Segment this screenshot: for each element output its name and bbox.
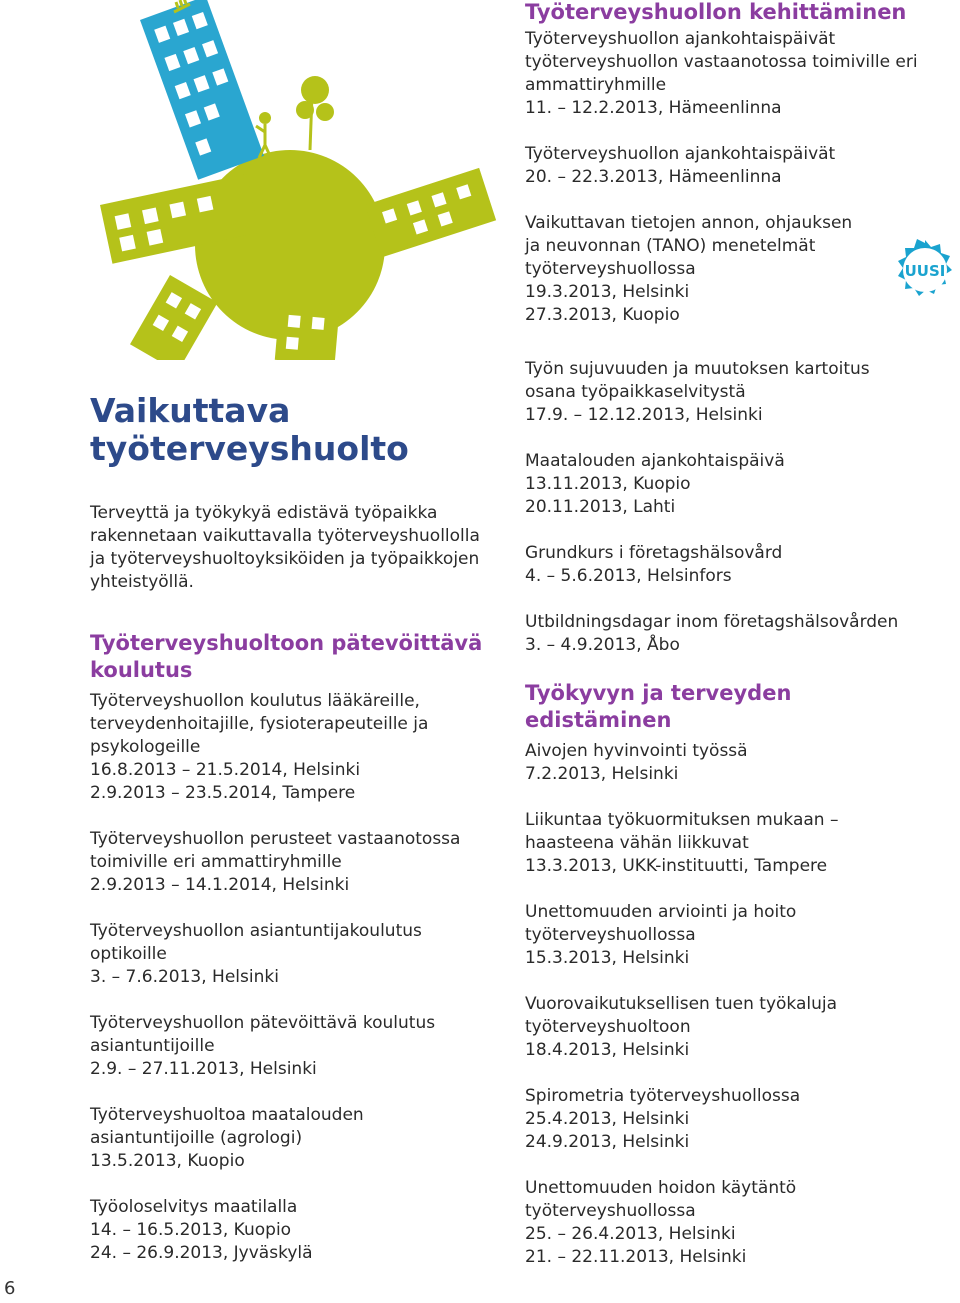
course-item — [90, 1196, 510, 1265]
course-line: 24. – 26.9.2013, Jyväskylä — [90, 1243, 313, 1263]
course-line: Unettomuuden arviointi ja hoito — [525, 902, 797, 922]
course-line: asiantuntijoille — [90, 1036, 215, 1056]
planet-buildings-illustration — [60, 0, 530, 360]
course-line: Vaikuttavan tietojen annon, ohjauksen — [525, 213, 853, 233]
page-title-line1: Vaikuttava — [90, 391, 291, 430]
course-line: 21. – 22.11.2013, Helsinki — [525, 1247, 747, 1267]
course-line: työterveyshuollossa — [525, 259, 696, 279]
course-line: työterveyshuollon vastaanotossa toimiville eri — [525, 52, 918, 72]
course-line: asiantuntijoille (agrologi) — [90, 1128, 303, 1148]
course-line: Grundkurs i företagshälsovård — [525, 543, 783, 563]
course-line: 7.2.2013, Helsinki — [525, 764, 679, 784]
course-item — [90, 1012, 510, 1081]
course-item — [525, 450, 945, 519]
intro-line: rakennetaan vaikuttavalla työterveyshuollolla — [90, 526, 480, 546]
course-line: 25.4.2013, Helsinki — [525, 1109, 690, 1129]
course-line: työterveyshuollossa — [525, 925, 696, 945]
building-tower-blue — [140, 0, 264, 180]
course-line: Aivojen hyvinvointi työssä — [525, 741, 748, 761]
course-item — [525, 143, 945, 189]
section-title-qualifying-training — [90, 630, 510, 684]
section-title-line1: Työkyvyn ja terveyden — [525, 681, 792, 705]
course-line: Työterveyshuollon ajankohtaispäivät — [525, 29, 836, 49]
course-item — [90, 1104, 510, 1173]
course-line: Vuorovaikutuksellisen tuen työkaluja — [525, 994, 838, 1014]
course-line: 11. – 12.2.2013, Hämeenlinna — [525, 98, 782, 118]
course-list — [90, 690, 510, 1265]
course-line: haasteena vähän liikkuvat — [525, 833, 749, 853]
course-line: 2.9.2013 – 23.5.2014, Tampere — [90, 783, 356, 803]
section-title-line2: koulutus — [90, 658, 193, 682]
course-line: 20. – 22.3.2013, Hämeenlinna — [525, 167, 782, 187]
course-item — [525, 993, 945, 1062]
building-right-green — [365, 168, 496, 257]
course-line: 15.3.2013, Helsinki — [525, 948, 690, 968]
page-title-line2: työterveyshuolto — [90, 429, 409, 468]
course-line: toimiville eri ammattiryhmille — [90, 852, 342, 872]
course-line: Työn sujuvuuden ja muutoksen kartoitus — [525, 359, 870, 379]
section-title-line1: Työterveyshuoltoon pätevöittävä — [90, 631, 483, 655]
course-item — [525, 542, 945, 588]
course-item — [525, 809, 945, 878]
course-line: optikoille — [90, 944, 167, 964]
section-title-health-promotion — [525, 680, 945, 734]
intro-line: yhteistyöllä. — [90, 572, 194, 592]
section-title-line2: edistäminen — [525, 708, 672, 732]
course-item — [525, 901, 945, 970]
development-course-list — [525, 28, 945, 657]
intro-line: ja työterveyshuoltoyksiköiden ja työpaikkojen — [90, 549, 480, 569]
health-course-list — [525, 740, 945, 1269]
course-line: Työterveyshuollon koulutus lääkäreille, — [90, 691, 420, 711]
course-line: työterveyshuollossa — [525, 1201, 696, 1221]
course-line: 13.5.2013, Kuopio — [90, 1151, 245, 1171]
course-line: psykologeille — [90, 737, 201, 757]
course-item — [90, 690, 510, 805]
course-line: 3. – 7.6.2013, Helsinki — [90, 967, 279, 987]
tree-icon — [296, 76, 334, 150]
course-line: 27.3.2013, Kuopio — [525, 305, 680, 325]
course-line: 18.4.2013, Helsinki — [525, 1040, 690, 1060]
intro-paragraph — [90, 502, 510, 594]
building-bottom-left-green — [130, 275, 218, 360]
course-line: 4. – 5.6.2013, Helsinfors — [525, 566, 732, 586]
course-line: 16.8.2013 – 21.5.2014, Helsinki — [90, 760, 361, 780]
intro-line: Terveyttä ja työkykyä edistävä työpaikka — [90, 503, 438, 523]
course-line: osana työpaikkaselvitystä — [525, 382, 746, 402]
course-line: 20.11.2013, Lahti — [525, 497, 676, 517]
course-line: 25. – 26.4.2013, Helsinki — [525, 1224, 736, 1244]
course-line: Työterveyshuollon perusteet vastaanotossa — [90, 829, 461, 849]
course-line: Työterveyshuollon asiantuntijakoulutus — [90, 921, 422, 941]
uusi-badge-label: UUSI — [904, 262, 946, 280]
course-line: Työterveyshuollon pätevöittävä koulutus — [90, 1013, 436, 1033]
course-line: Työterveyshuollon ajankohtaispäivät — [525, 144, 836, 164]
course-item — [525, 1177, 945, 1269]
page-title — [90, 392, 510, 468]
course-line: Maatalouden ajankohtaispäivä — [525, 451, 785, 471]
course-item — [90, 920, 510, 989]
section-title-development: Työterveyshuollon kehittäminen — [525, 0, 907, 24]
course-item — [525, 740, 945, 786]
course-item — [525, 1085, 945, 1154]
course-line: 2.9. – 27.11.2013, Helsinki — [90, 1059, 317, 1079]
course-line: Unettomuuden hoidon käytäntö — [525, 1178, 797, 1198]
course-item — [525, 28, 945, 120]
course-line: ja neuvonnan (TANO) menetelmät — [525, 236, 816, 256]
course-line: Työoloselvitys maatilalla — [90, 1197, 298, 1217]
course-line: työterveyshuoltoon — [525, 1017, 691, 1037]
course-line: terveydenhoitajille, fysioterapeuteille ja — [90, 714, 429, 734]
page-number: 6 — [4, 1278, 16, 1299]
course-line: 13.3.2013, UKK-instituutti, Tampere — [525, 856, 828, 876]
course-line: 2.9.2013 – 14.1.2014, Helsinki — [90, 875, 350, 895]
course-line: ammattiryhmille — [525, 75, 667, 95]
course-line: Liikuntaa työkuormituksen mukaan – — [525, 810, 839, 830]
course-line: 24.9.2013, Helsinki — [525, 1132, 690, 1152]
course-item — [90, 828, 510, 897]
course-item — [525, 212, 945, 327]
course-item — [525, 611, 945, 657]
building-bottom-green — [275, 300, 340, 360]
course-line: 19.3.2013, Helsinki — [525, 282, 690, 302]
course-line: Spirometria työterveyshuollossa — [525, 1086, 801, 1106]
course-line: Utbildningsdagar inom företagshälsovården — [525, 612, 899, 632]
course-line: 14. – 16.5.2013, Kuopio — [90, 1220, 292, 1240]
course-line: 13.11.2013, Kuopio — [525, 474, 691, 494]
course-line: 3. – 4.9.2013, Åbo — [525, 635, 680, 655]
course-item — [525, 358, 945, 427]
right-column — [525, 0, 945, 1292]
course-line: Työterveyshuoltoa maatalouden — [90, 1105, 364, 1125]
left-column — [90, 392, 510, 1288]
course-line: 17.9. – 12.12.2013, Helsinki — [525, 405, 763, 425]
